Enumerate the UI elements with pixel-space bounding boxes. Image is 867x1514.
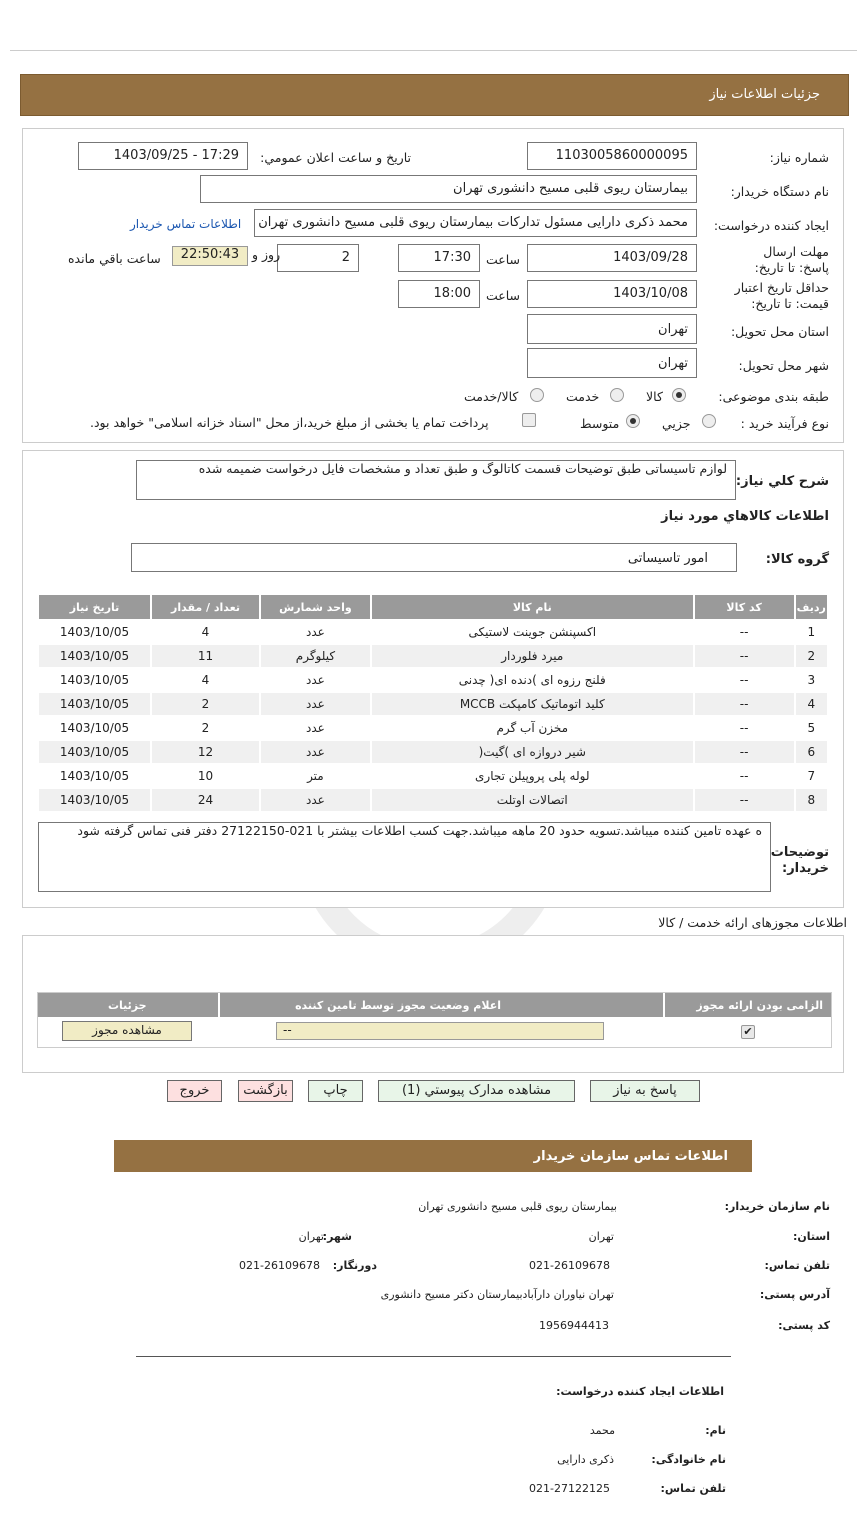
- deadline-label: مهلت ارسال پاسخ: تا تاریخ:: [754, 244, 829, 275]
- process-label: نوع فرآیند خرید :: [740, 416, 829, 431]
- table-row: [39, 717, 827, 739]
- need-number-field: 1103005860000095: [527, 142, 697, 170]
- announce-field: 1403/09/25 - 17:29: [78, 142, 248, 170]
- cell-code: --: [695, 789, 794, 811]
- table-row: [39, 789, 827, 811]
- cell-qty: 4: [152, 669, 259, 691]
- cell-unit: کیلوگرم: [261, 645, 370, 667]
- validity-date-field: 1403/10/08: [527, 280, 697, 308]
- col-unit: واحد شمارش: [261, 595, 370, 619]
- cell-row: 6: [796, 741, 827, 763]
- contact-province-value: تهران: [588, 1230, 614, 1243]
- cell-date: 1403/10/05: [39, 669, 150, 691]
- buyer-org-field: بیمارستان ریوی قلبی مسیح دانشوری تهران: [200, 175, 697, 203]
- contact-province-label: استان:: [793, 1230, 830, 1243]
- treasury-payment-note: پرداخت تمام یا بخشی از مبلغ خرید،از محل "اسناد خزانه اسلامی" خواهد بود.: [90, 415, 489, 430]
- creator-field: محمد ذکری دارایی مسئول تدارکات بیمارستان ریوی قلبی مسیح دانشوری تهران: [254, 209, 697, 237]
- permits-divider-2: [663, 993, 665, 1047]
- table-row: [39, 621, 827, 643]
- category-goods-label: کالا: [646, 389, 663, 404]
- cell-unit: عدد: [261, 669, 370, 691]
- contact-postal-value: 1956944413: [539, 1319, 609, 1332]
- cell-name: لوله پلی پروپیلن تجاری: [372, 765, 693, 787]
- col-qty: تعداد / مقدار: [152, 595, 259, 619]
- contact-fax-value: 021-26109678: [239, 1259, 320, 1272]
- remaining-timer: 22:50:43: [172, 246, 248, 266]
- process-minor-label: جزیي: [662, 416, 691, 431]
- deadline-hour-label: ساعت: [486, 252, 521, 267]
- view-docs-button[interactable]: مشاهده مدارک پیوستي (1): [378, 1080, 575, 1102]
- category-both-radio[interactable]: [530, 388, 544, 402]
- days-field: 2: [277, 244, 359, 272]
- creator-family-value: ذکری دارایی: [557, 1453, 614, 1466]
- cell-name: میرد فلوردار: [372, 645, 693, 667]
- cell-date: 1403/10/05: [39, 789, 150, 811]
- cell-name: شیر دروازه ای )گیت(: [372, 741, 693, 763]
- cell-row: 5: [796, 717, 827, 739]
- cell-qty: 12: [152, 741, 259, 763]
- validity-label: حداقل تاریخ اعتبار قیمت: تا تاریخ:: [734, 280, 829, 311]
- contact-org-label: نام سازمان خریدار:: [724, 1200, 830, 1213]
- permit-required-checkbox[interactable]: ✔: [741, 1025, 755, 1039]
- buyer-notes-field: ه عهده تامین کننده میباشد.تسویه حدود 20 ماهه میباشد.جهت کسب اطلاعات بیشتر با 021-27122150 دفتر فنی تماس گرفته شود: [38, 822, 771, 892]
- buyer-contact-link[interactable]: اطلاعات تماس خریدار: [130, 217, 242, 231]
- days-label: روز و: [252, 247, 281, 262]
- items-table: [37, 593, 829, 813]
- contact-city-value: تهران: [298, 1230, 324, 1243]
- cell-code: --: [695, 621, 794, 643]
- cell-qty: 2: [152, 693, 259, 715]
- creator-info-title: اطلاعات ایجاد کننده درخواست:: [556, 1385, 724, 1398]
- cell-qty: 11: [152, 645, 259, 667]
- contact-fax-label: دورنگار:: [332, 1259, 377, 1272]
- cell-name: کلید اتوماتیک کامپکت MCCB: [372, 693, 693, 715]
- table-row: [39, 765, 827, 787]
- cell-row: 4: [796, 693, 827, 715]
- deadline-date-field: 1403/09/28: [527, 244, 697, 272]
- contact-divider: [136, 1356, 731, 1357]
- creator-label: ایجاد کننده درخواست:: [713, 218, 829, 233]
- table-row: [39, 693, 827, 715]
- process-minor-radio[interactable]: [702, 414, 716, 428]
- cell-name: اتصالات اوتلت: [372, 789, 693, 811]
- permits-title: اطلاعات مجوزهای ارائه خدمت / کالا: [658, 915, 847, 930]
- buyer-org-label: نام دستگاه خريدار:: [730, 184, 829, 199]
- cell-code: --: [695, 645, 794, 667]
- need-number-label: شماره نیاز:: [769, 150, 829, 165]
- page-title: جزئیات اطلاعات نیاز: [709, 87, 820, 102]
- creator-family-label: نام خانوادگی:: [651, 1453, 726, 1466]
- cell-name: اکسپنشن جوینت لاستیکی: [372, 621, 693, 643]
- top-divider: [10, 50, 857, 51]
- cell-row: 3: [796, 669, 827, 691]
- cell-code: --: [695, 765, 794, 787]
- contact-phone-value: 021-26109678: [529, 1259, 610, 1272]
- category-goods-radio[interactable]: [672, 388, 686, 402]
- cell-unit: عدد: [261, 789, 370, 811]
- contact-org-value: بیمارستان ریوی قلبی مسیح دانشوری تهران: [418, 1200, 617, 1213]
- goods-group-field: امور تاسیساتی: [131, 543, 737, 572]
- validity-time-field: 18:00: [398, 280, 480, 308]
- exit-button[interactable]: خروج: [167, 1080, 222, 1102]
- contact-address-label: آدرس پستی:: [759, 1288, 830, 1301]
- cell-name: فلنج رزوه ای )دنده ای( چدنی: [372, 669, 693, 691]
- cell-qty: 10: [152, 765, 259, 787]
- permits-col-details: جزئیات: [108, 999, 147, 1012]
- remaining-label: ساعت باقي مانده: [68, 251, 161, 266]
- process-medium-radio[interactable]: [626, 414, 640, 428]
- creator-name-label: نام:: [705, 1424, 726, 1437]
- col-name: نام کالا: [372, 595, 693, 619]
- cell-unit: عدد: [261, 717, 370, 739]
- cell-code: --: [695, 693, 794, 715]
- col-date: تاريخ نياز: [39, 595, 150, 619]
- creator-phone-value: 021-27122125: [529, 1482, 610, 1495]
- announce-label: تاريخ و ساعت اعلان عمومي:: [260, 150, 411, 165]
- cell-code: --: [695, 741, 794, 763]
- items-table-header: [39, 595, 827, 619]
- contact-address-value: تهران نیاوران دارآبادبیمارستان دکتر مسیح دانشوری: [380, 1288, 614, 1301]
- contact-phone-label: تلفن تماس:: [764, 1259, 830, 1272]
- reply-button[interactable]: پاسخ به نیاز: [590, 1080, 700, 1102]
- cell-qty: 4: [152, 621, 259, 643]
- general-desc-field: لوازم تاسیساتی طبق توضیحات قسمت کاتالوگ و طبق تعداد و مشخصات فایل درخواست ضمیمه شده: [136, 460, 736, 500]
- cell-row: 8: [796, 789, 827, 811]
- cell-qty: 24: [152, 789, 259, 811]
- table-row: [39, 645, 827, 667]
- permits-col-status: اعلام وضعیت مجوز توسط تامین کننده: [295, 999, 501, 1012]
- table-row: [39, 669, 827, 691]
- validity-hour-label: ساعت: [486, 288, 521, 303]
- permits-col-required: الزامی بودن ارائه مجوز: [696, 999, 823, 1012]
- permits-divider-1: [218, 993, 220, 1047]
- city-label: شهر محل تحویل:: [738, 358, 829, 373]
- cell-unit: عدد: [261, 741, 370, 763]
- cell-code: --: [695, 717, 794, 739]
- table-row: [39, 741, 827, 763]
- province-field: تهران: [527, 314, 697, 344]
- cell-row: 2: [796, 645, 827, 667]
- process-medium-label: متوسط: [580, 416, 620, 431]
- page-title-bar: [20, 74, 849, 116]
- permits-table: [37, 992, 832, 1048]
- cell-date: 1403/10/05: [39, 693, 150, 715]
- cell-row: 1: [796, 621, 827, 643]
- category-service-label: خدمت: [566, 389, 600, 404]
- cell-date: 1403/10/05: [39, 717, 150, 739]
- treasury-payment-checkbox[interactable]: [522, 413, 536, 427]
- cell-unit: عدد: [261, 693, 370, 715]
- permit-status-field: --: [276, 1022, 604, 1040]
- col-row: رديف: [796, 595, 827, 619]
- cell-name: مخزن آب گرم: [372, 717, 693, 739]
- view-permit-button[interactable]: مشاهده مجوز: [62, 1021, 192, 1041]
- buyer-notes-label: توضیحات خریدار:: [770, 845, 829, 876]
- print-button[interactable]: چاپ: [308, 1080, 363, 1102]
- creator-phone-label: تلفن تماس:: [660, 1482, 726, 1495]
- category-both-label: کالا/خدمت: [464, 389, 519, 404]
- contact-postal-label: کد پستی:: [778, 1319, 830, 1332]
- cell-unit: عدد: [261, 621, 370, 643]
- city-field: تهران: [527, 348, 697, 378]
- cell-date: 1403/10/05: [39, 621, 150, 643]
- creator-name-value: محمد: [589, 1424, 615, 1437]
- col-code: کد کالا: [695, 595, 794, 619]
- items-table-wrapper: [37, 593, 829, 813]
- general-desc-label: شرح کلي نياز:: [735, 474, 829, 489]
- contact-city-label: شهر:: [322, 1230, 352, 1243]
- cell-date: 1403/10/05: [39, 741, 150, 763]
- cell-date: 1403/10/05: [39, 645, 150, 667]
- cell-unit: متر: [261, 765, 370, 787]
- contact-title-bar: [114, 1140, 752, 1172]
- back-button[interactable]: بازگشت: [238, 1080, 293, 1102]
- cell-code: --: [695, 669, 794, 691]
- category-service-radio[interactable]: [610, 388, 624, 402]
- cell-row: 7: [796, 765, 827, 787]
- category-label: طبقه بندی موضوعی:: [718, 389, 829, 404]
- goods-info-title: اطلاعات کالاهاي مورد نياز: [661, 509, 829, 524]
- goods-group-label: گروه کالا:: [765, 552, 829, 567]
- cell-qty: 2: [152, 717, 259, 739]
- contact-title: اطلاعات تماس سازمان خریدار: [533, 1149, 728, 1164]
- province-label: استان محل تحویل:: [730, 324, 829, 339]
- cell-date: 1403/10/05: [39, 765, 150, 787]
- deadline-time-field: 17:30: [398, 244, 480, 272]
